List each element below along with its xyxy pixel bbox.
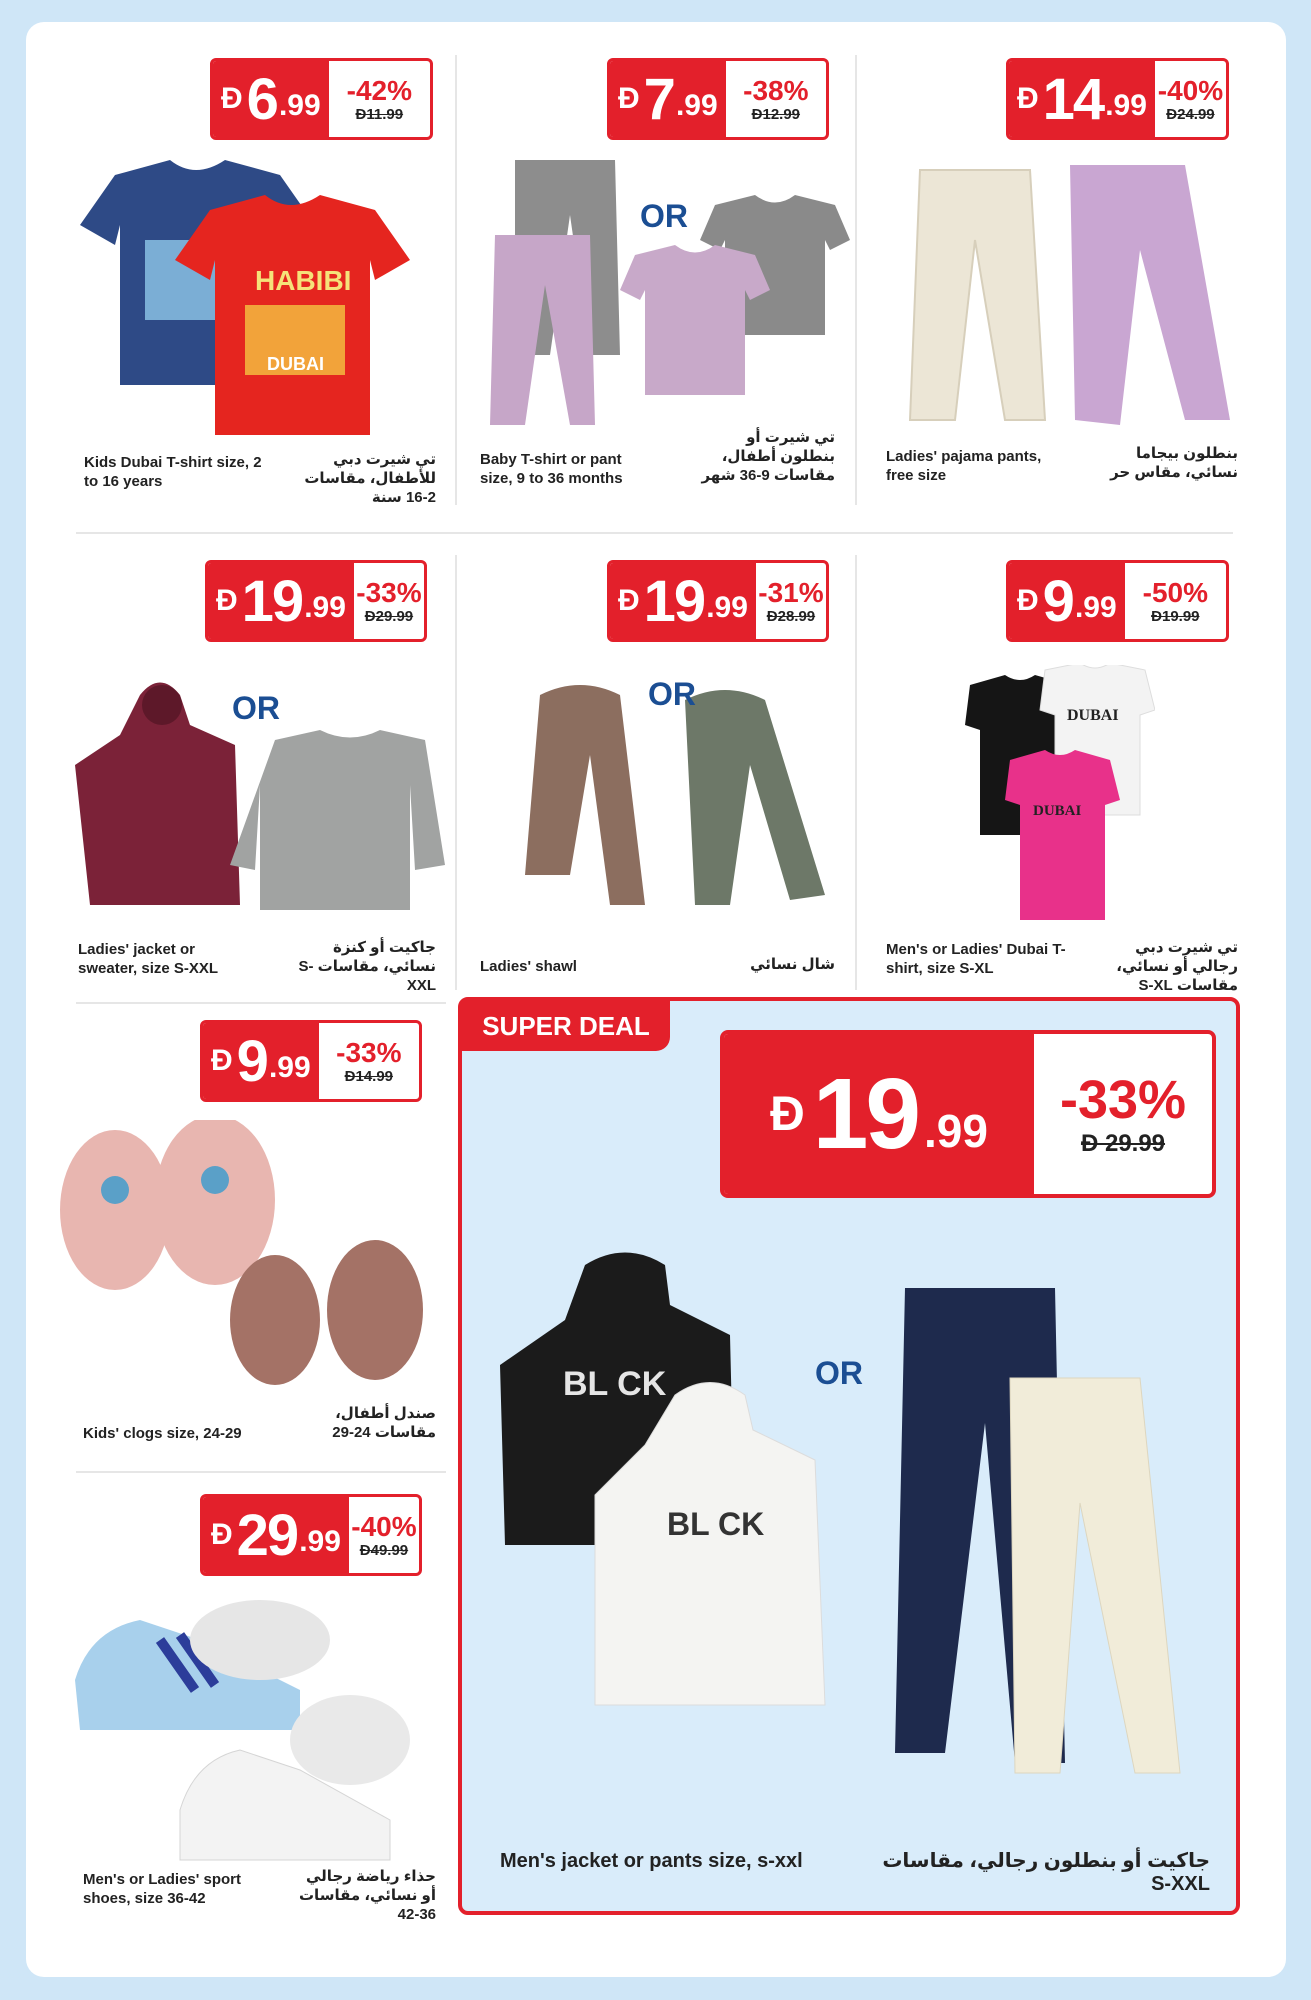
product-name-ar: تي شيرت دبي للأطفال، مقاسات 2-16 سنة — [304, 451, 436, 506]
product-name-en: Ladies' shawl — [480, 958, 577, 975]
divider — [855, 55, 857, 505]
product-name-ar: صندل أطفال، مقاسات 24-29 — [332, 1405, 436, 1441]
old-price: Đ24.99 — [1166, 105, 1215, 123]
product-name-en: Baby T-shirt or pant size, 9 to 36 months — [480, 451, 623, 487]
product-name-ar: تي شيرت دبي رجالي أو نسائي، مقاسات S-XL — [1116, 939, 1238, 994]
old-price: Đ12.99 — [751, 105, 801, 123]
product-name-ar: حذاء رياضة رجالي أو نسائي، مقاسات 36-42 — [298, 1868, 436, 1923]
svg-text:DUBAI: DUBAI — [1067, 707, 1119, 724]
discount-label: -42% — [346, 74, 413, 106]
old-price: Đ29.99 — [364, 607, 414, 625]
discount-label: -40% — [1157, 74, 1224, 106]
product-image-kids-tshirt — [75, 155, 420, 445]
product-name-ar: شال نسائي — [750, 956, 835, 973]
divider — [76, 1471, 446, 1473]
product-image-pajama-pants — [895, 160, 1240, 430]
divider — [76, 532, 1233, 534]
old-price: Đ49.99 — [359, 1541, 409, 1559]
discount-label: -38% — [743, 74, 809, 106]
product-name-en: Kids Dubai T-shirt size, 2 to 16 years — [84, 454, 262, 490]
price-tag: Đ 7 .99 -38% Đ12.99 — [607, 58, 829, 140]
product-name-ar: جاكيت أو كنزة نسائي، مقاسات S-XXL — [298, 939, 436, 994]
product-image-hoodies — [495, 1245, 880, 1720]
price-tag: Đ 9 .99 -50% Đ19.99 — [1006, 560, 1229, 642]
product-name-en: Kids' clogs size, 24-29 — [83, 1425, 242, 1442]
price-tag: Đ 14 .99 -40% Đ24.99 — [1006, 58, 1229, 140]
discount-label: -31% — [758, 576, 824, 608]
divider — [855, 555, 857, 990]
super-deal-name-ar: جاكيت أو بنطلون رجالي، مقاسات S-XXL — [882, 1850, 1210, 1895]
product-image-kids-clogs — [55, 1120, 440, 1400]
discount-label: -33% — [336, 1036, 402, 1068]
svg-text:DUBAI: DUBAI — [267, 354, 324, 374]
or-label: OR — [640, 198, 688, 234]
price-tag: Đ 6 .99 -42% Đ11.99 — [210, 58, 433, 140]
divider — [455, 55, 457, 505]
price-tag: Đ 29 .99 -40% Đ49.99 — [200, 1494, 422, 1576]
or-label: OR — [648, 676, 696, 712]
super-deal-price-tag: Đ 19 .99 -33% Đ 29.99 — [720, 1030, 1216, 1198]
discount-label: -40% — [351, 1510, 417, 1542]
product-image-pants — [890, 1283, 1190, 1783]
old-price: Đ14.99 — [344, 1067, 394, 1085]
price-tag: Đ 19 .99 -33% Đ29.99 — [205, 560, 427, 642]
hoodie-print-text: BL CK — [667, 1506, 765, 1542]
hoodie-print-text: BL CK — [563, 1365, 667, 1403]
divider — [76, 1002, 446, 1004]
or-label: OR — [815, 1355, 863, 1391]
product-image-baby-clothes — [475, 155, 855, 435]
or-label: OR — [232, 690, 280, 726]
product-name-en: Men's or Ladies' Dubai T-shirt, size S-XL — [886, 941, 1066, 977]
product-name-ar: تي شيرت أو بنطلون أطفال، مقاسات 9-36 شهر — [701, 429, 835, 484]
product-name-en: Ladies' jacket or sweater, size S-XXL — [78, 941, 219, 977]
super-deal-tag: SUPER DEAL — [462, 1001, 670, 1051]
product-image-dubai-tshirts — [955, 665, 1155, 925]
old-price: Đ28.99 — [766, 607, 816, 625]
product-name-ar: بنطلون بيجاما نسائي، مقاس حر — [1110, 445, 1238, 481]
discount-label: -33% — [356, 576, 422, 608]
price-tag: Đ 9 .99 -33% Đ14.99 — [200, 1020, 422, 1102]
svg-text:DUBAI: DUBAI — [1033, 803, 1082, 819]
product-name-en: Ladies' pajama pants, free size — [886, 448, 1042, 484]
discount-label: -33% — [1059, 1070, 1187, 1130]
discount-label: -50% — [1142, 576, 1209, 608]
price-tag: Đ 19 .99 -31% Đ28.99 — [607, 560, 829, 642]
old-price: Đ19.99 — [1151, 607, 1200, 625]
product-name-en: Men's or Ladies' sport shoes, size 36-42 — [83, 1871, 241, 1907]
old-price: Đ 29.99 — [1080, 1130, 1166, 1157]
divider — [455, 555, 457, 990]
super-deal-name-en: Men's jacket or pants size, s-xxl — [500, 1850, 803, 1872]
old-price: Đ11.99 — [355, 105, 404, 123]
product-image-sport-shoes — [70, 1580, 430, 1870]
svg-text:HABIBI: HABIBI — [255, 265, 352, 296]
